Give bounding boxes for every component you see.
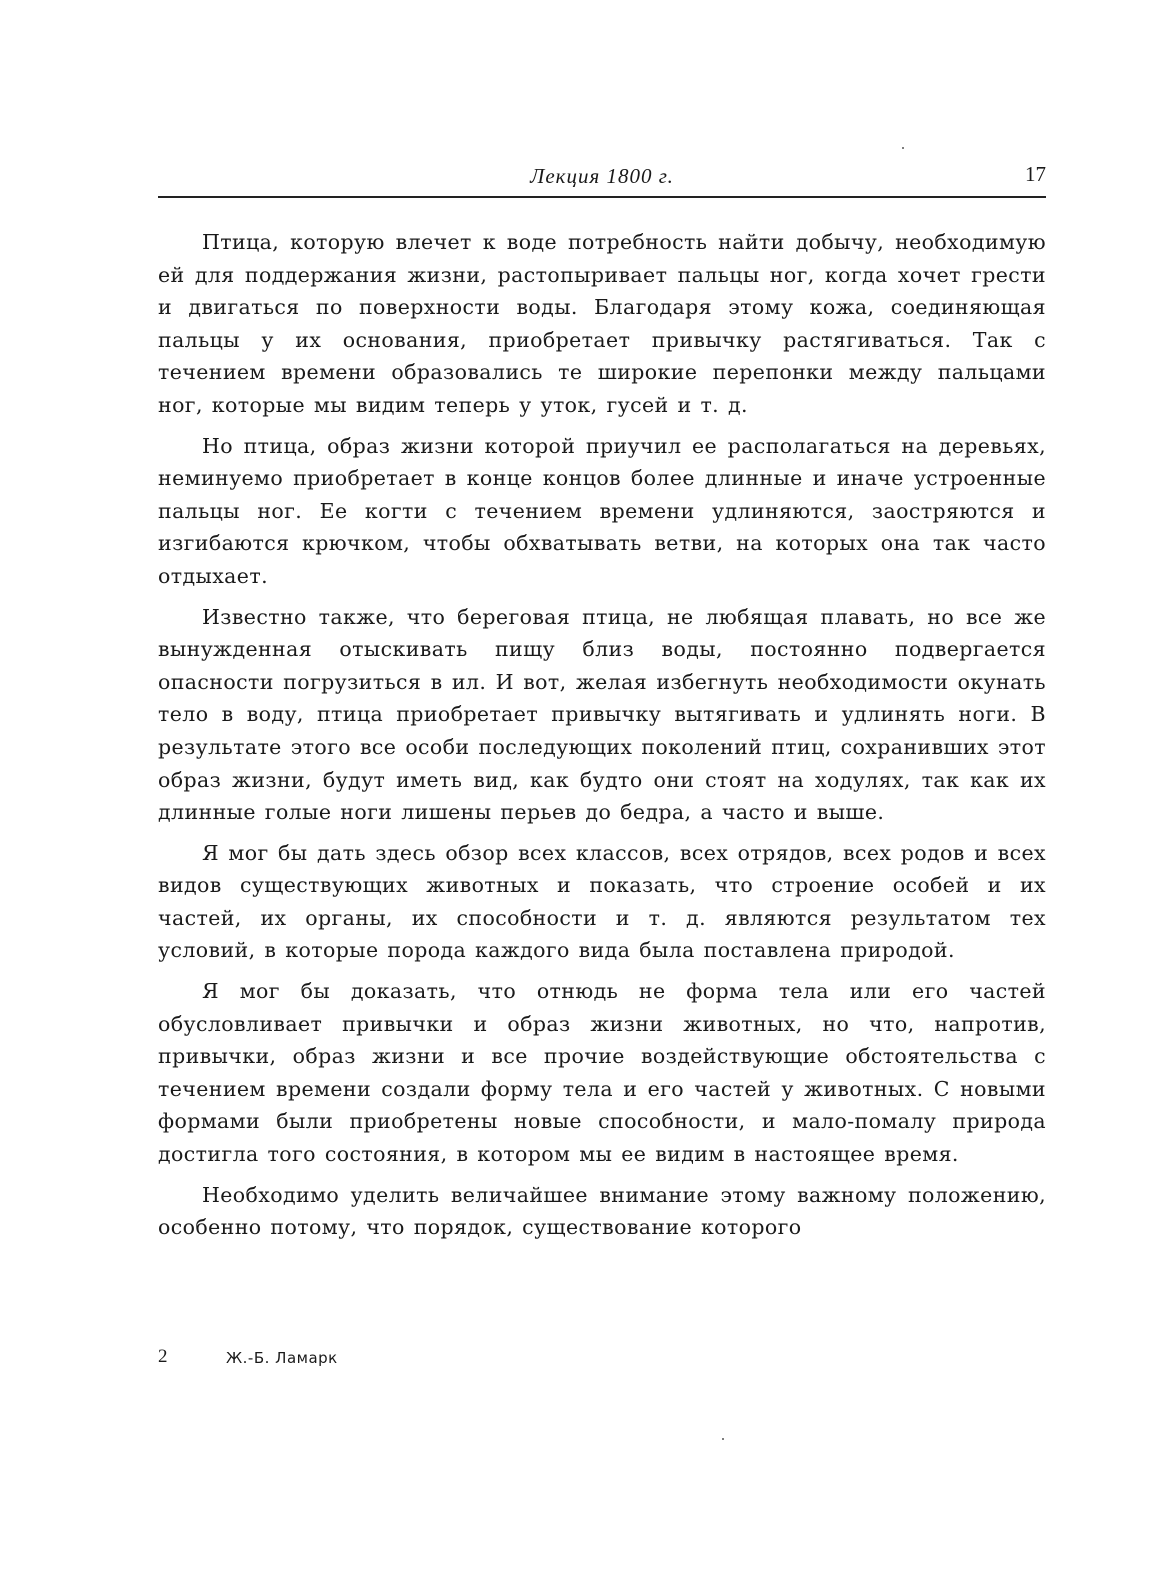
signature-number: 2 bbox=[158, 1346, 168, 1367]
running-title: Лекция 1800 г. bbox=[530, 164, 674, 188]
running-header bbox=[158, 160, 1046, 198]
text-body bbox=[158, 226, 1046, 1252]
paragraph: Птица, которую влечет к воде потребность найти добычу, необходимую ей для поддержания жизни, растопыривает пальцы ног, когда хочет грести и двигаться по поверхности воды. Благодаря этому кожа, соединяющая пальцы у их основания, приобретает привычку растягиваться. Так с течением времени образовались те широкие перепонки между пальцами ног, которые мы видим теперь у уток, гусей и т. д. bbox=[158, 230, 1046, 417]
paragraph: Я мог бы дать здесь обзор всех классов, всех отрядов, всех родов и всех видов существующих животных и показать, что строение особей и их частей, их органы, их способности и т. д. являются результатом тех условий, в которые порода каждого вида была поставлена природой. bbox=[158, 840, 1046, 963]
paragraph: Я мог бы доказать, что отнюдь не форма тела или его частей обусловливает привычки и образ жизни животных, но что, напротив, привычки, образ жизни и все прочие воздействующие обстоятельства с течением времени создали форму тела и его частей у животных. С новыми формами были приобретены новые способности, и мало-помалу природа достигла того состояния, в котором мы ее видим в настоящее время. bbox=[158, 979, 1046, 1167]
signature-mark bbox=[158, 1346, 458, 1372]
scan-speck bbox=[902, 147, 904, 149]
paragraph: Известно также, что береговая птица, не любящая плавать, но все же вынужденная отыскивать пищу близ воды, постоянно подвергается опасности погрузиться в ил. И вот, желая избегнуть необходимости окунать тело в воду, птица приобретает привычку вытягивать и удлинять ноги. В результате этого все особи последующих поколений птиц, сохранивших этот образ жизни, будут иметь вид, как будто они стоят на ходулях, так как их длинные голые ноги лишены перьев до бедра, а часто и выше. bbox=[158, 604, 1046, 825]
signature-author: Ж.-Б. Ламарк bbox=[226, 1349, 338, 1367]
paragraph: Необходимо уделить величайшее внимание этому важному положению, особенно потому, что порядок, существование которого bbox=[158, 1182, 1046, 1240]
page-number: 17 bbox=[1025, 162, 1046, 186]
scan-speck bbox=[722, 1438, 724, 1440]
paragraph: Но птица, образ жизни которой приучил ее располагаться на деревьях, неминуемо приобретает в конце концов более длинные и иначе устроенные пальцы ног. Ее когти с течением времени удлиняются, заостряются и изгибаются крючком, чтобы обхватывать ветви, на которых она так часто отдыхает. bbox=[158, 433, 1046, 588]
